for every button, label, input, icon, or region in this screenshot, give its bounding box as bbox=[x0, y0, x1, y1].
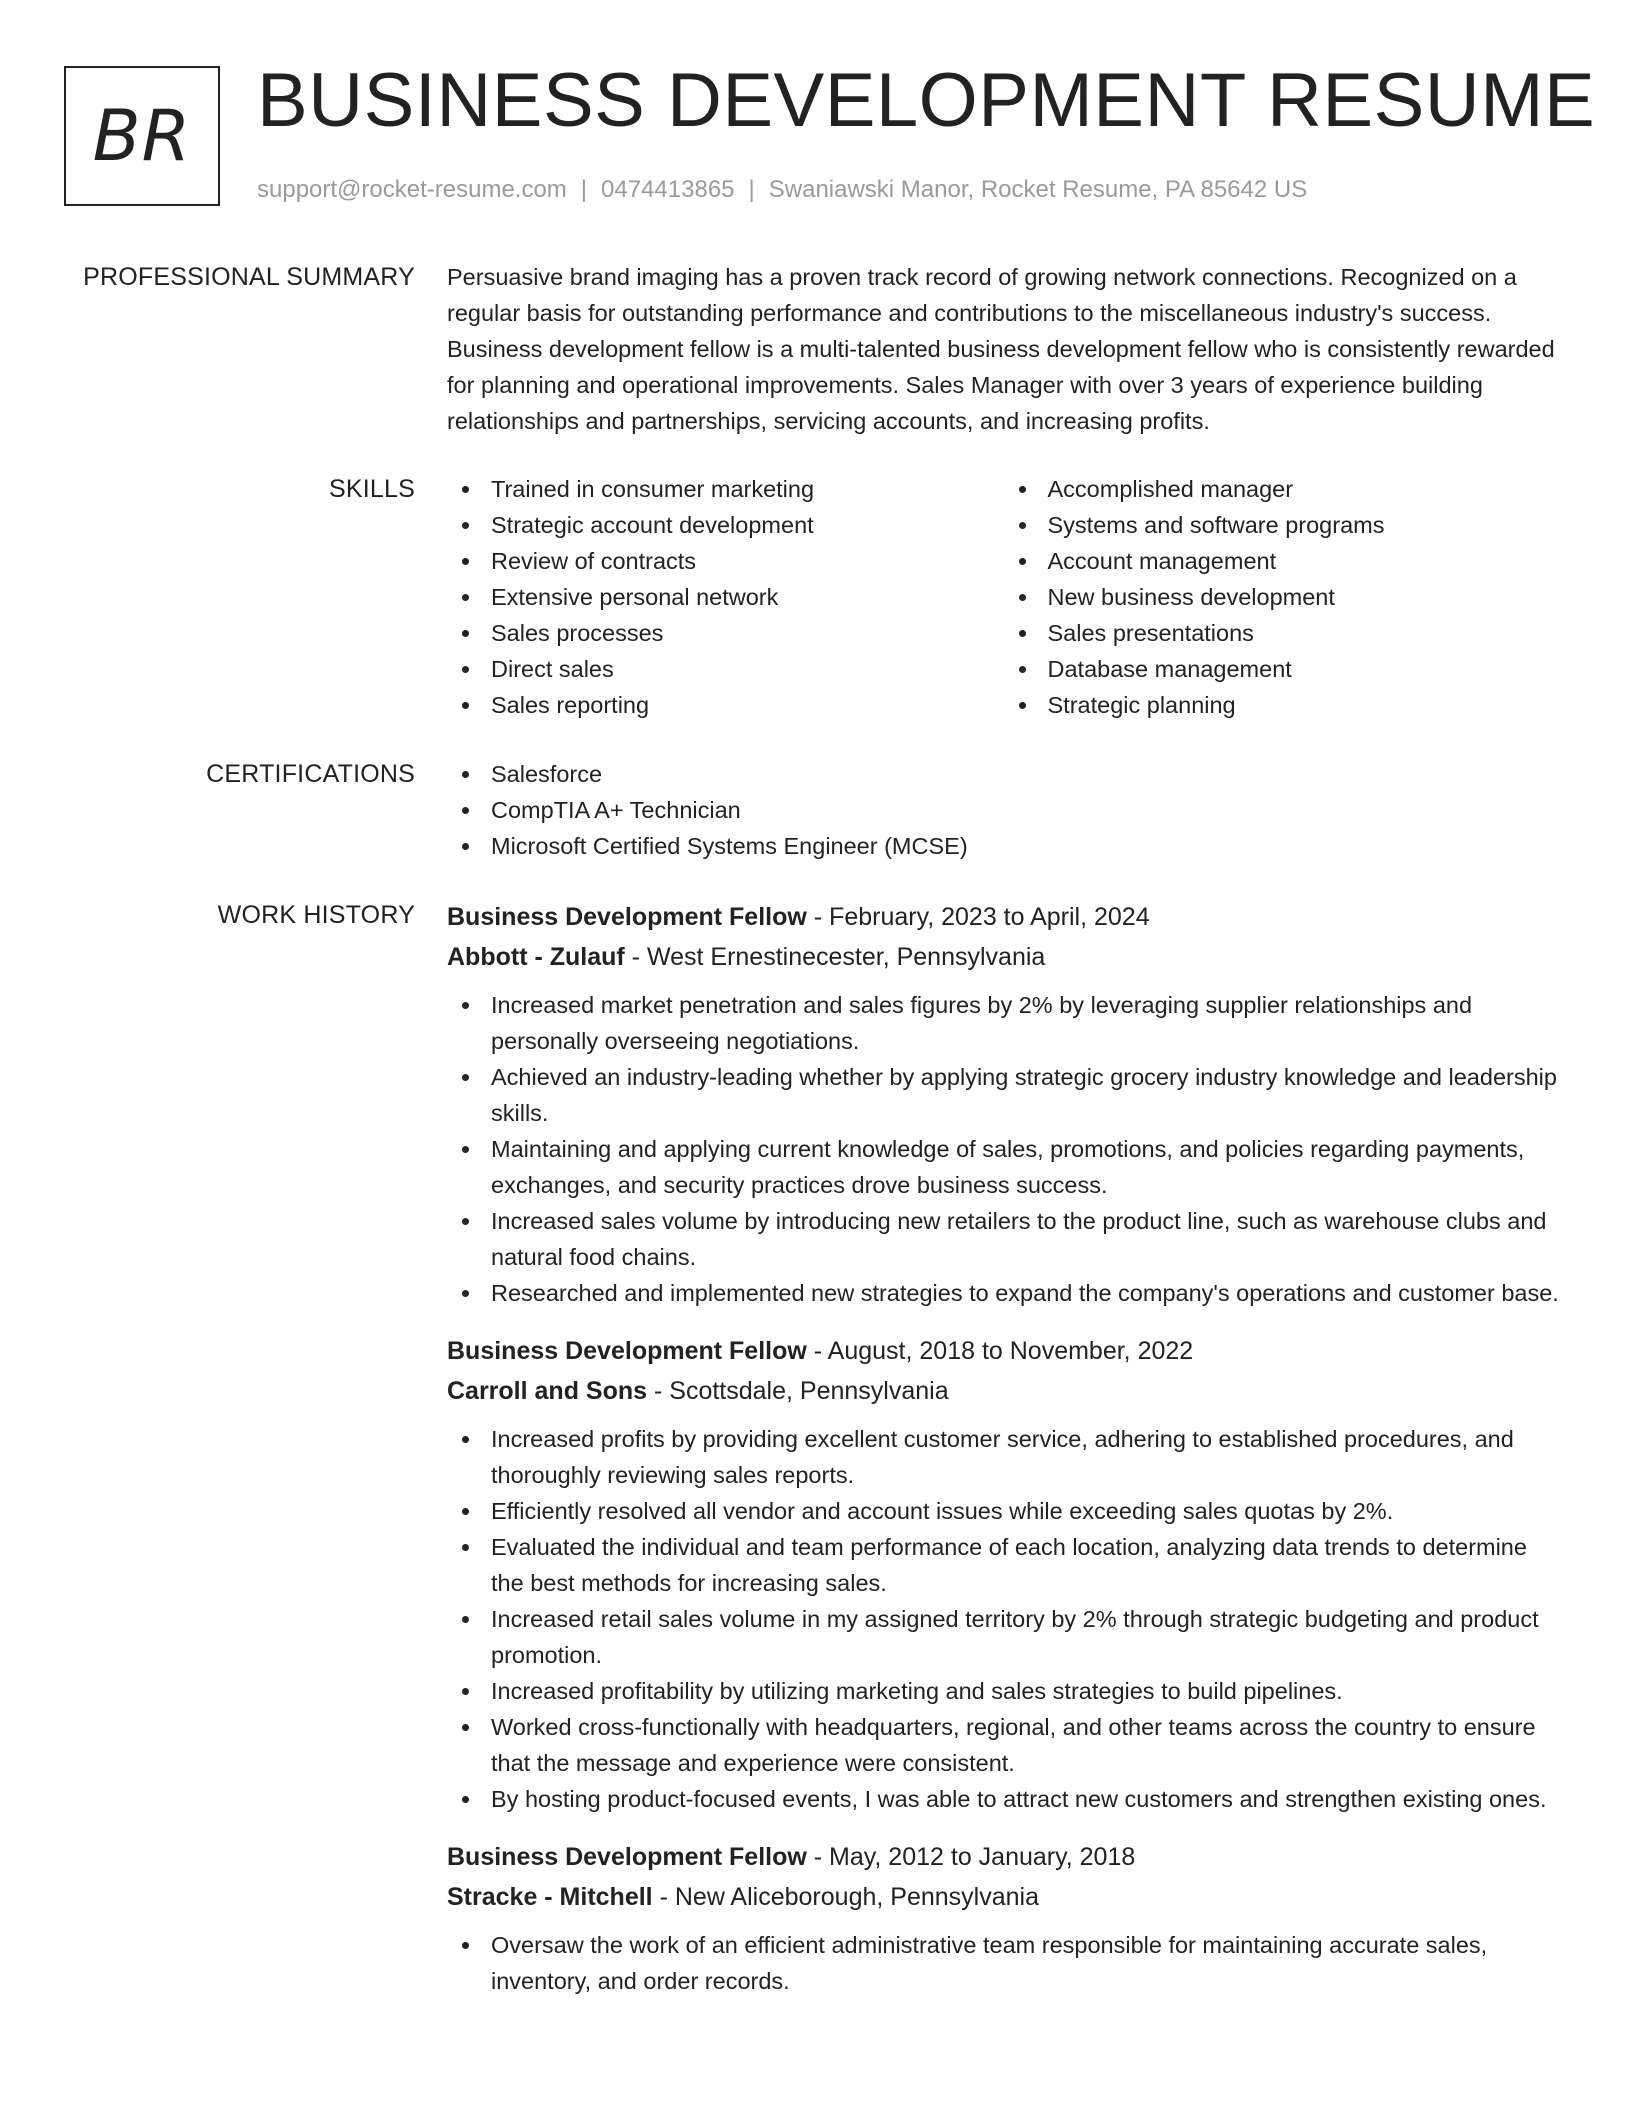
contact-line bbox=[257, 174, 1307, 206]
contact-separator: | bbox=[748, 176, 755, 203]
skill-item: Strategic planning bbox=[1048, 687, 1561, 723]
job-bullet: Oversaw the work of an efficient administrative team responsible for maintaining accurate sales, inventory, and order records. bbox=[491, 1927, 1560, 1999]
job-bullet: Increased retail sales volume in my assigned territory by 2% through strategic budgeting and product promotion. bbox=[491, 1601, 1560, 1673]
skill-item: Accomplished manager bbox=[1048, 471, 1561, 507]
summary-body bbox=[447, 259, 1560, 439]
job-title-line bbox=[447, 897, 1560, 937]
job-bullet: Achieved an industry-leading whether by applying strategic grocery industry knowledge and leadership skills. bbox=[491, 1059, 1560, 1131]
skill-item: Trained in consumer marketing bbox=[491, 471, 1004, 507]
job-company-line bbox=[447, 1371, 1560, 1411]
job-company: Carroll and Sons bbox=[447, 1377, 648, 1405]
skill-item: Review of contracts bbox=[491, 543, 1004, 579]
contact-email: support@rocket-resume.com bbox=[257, 176, 567, 203]
job-bullet: Efficiently resolved all vendor and account issues while exceeding sales quotas by 2%. bbox=[491, 1493, 1560, 1529]
job-location: - Scottsdale, Pennsylvania bbox=[647, 1377, 949, 1405]
job-title: Business Development Fellow bbox=[447, 903, 807, 931]
job-bullet: Increased profitability by utilizing marketing and sales strategies to build pipelines. bbox=[491, 1673, 1560, 1709]
skill-item: New business development bbox=[1048, 579, 1561, 615]
resume-title: BUSINESS DEVELOPMENT RESUME bbox=[257, 58, 1596, 143]
certification-item: Microsoft Certified Systems Engineer (MCSE) bbox=[491, 828, 1560, 864]
skill-item: Sales reporting bbox=[491, 687, 1004, 723]
job-location: - West Ernestinecester, Pennsylvania bbox=[624, 943, 1046, 971]
summary-label: PROFESSIONAL SUMMARY bbox=[83, 263, 415, 291]
work-history-label: WORK HISTORY bbox=[217, 901, 415, 929]
job-title-line bbox=[447, 1331, 1560, 1371]
job-bullets bbox=[447, 1421, 1560, 1817]
job-title: Business Development Fellow bbox=[447, 1337, 807, 1365]
skill-item: Direct sales bbox=[491, 651, 1004, 687]
job-bullet: Evaluated the individual and team performance of each location, analyzing data trends to determine the best methods for increasing sales. bbox=[491, 1529, 1560, 1601]
skills-label: SKILLS bbox=[329, 475, 415, 503]
skill-item: Systems and software programs bbox=[1048, 507, 1561, 543]
skill-item: Database management bbox=[1048, 651, 1561, 687]
certifications-body bbox=[447, 756, 1560, 864]
job-dates: - August, 2018 to November, 2022 bbox=[806, 1337, 1194, 1365]
contact-address: Swaniawski Manor, Rocket Resume, PA 85642 US bbox=[768, 176, 1308, 203]
skills-body bbox=[447, 471, 1560, 723]
job-bullet: Increased profits by providing excellent customer service, adhering to established procedures, and thoroughly reviewing sales reports. bbox=[491, 1421, 1560, 1493]
contact-separator: | bbox=[580, 176, 588, 203]
skill-item: Extensive personal network bbox=[491, 579, 1004, 615]
skills-list-right bbox=[1004, 471, 1561, 723]
skill-item: Sales processes bbox=[491, 615, 1004, 651]
job-bullets bbox=[447, 1927, 1560, 1999]
certification-item: Salesforce bbox=[491, 756, 1560, 792]
monogram-box bbox=[64, 66, 220, 206]
skills-list-left bbox=[447, 471, 1004, 723]
job-bullet: Increased market penetration and sales figures by 2% by leveraging supplier relationships and personally overseeing negotiations. bbox=[491, 987, 1560, 1059]
job-bullet: Increased sales volume by introducing new retailers to the product line, such as warehouse clubs and natural food chains. bbox=[491, 1203, 1560, 1275]
job-entry bbox=[447, 897, 1560, 1311]
job-bullet: Worked cross-functionally with headquarters, regional, and other teams across the country to ensure that the message and experience were consistent. bbox=[491, 1709, 1560, 1781]
summary-text: Persuasive brand imaging has a proven track record of growing network connections. Recognized on a regular basis for outstanding performance and contributions to the miscellaneous industry's success. Business development fellow is a multi-talented business development fellow who is consistently rewarded for planning and operational improvements. Sales Manager with over 3 years of experience building relationships and partnerships, servicing accounts, and increasing profits. bbox=[447, 264, 1555, 434]
contact-phone: 0474413865 bbox=[601, 176, 735, 203]
job-location: - New Aliceborough, Pennsylvania bbox=[652, 1883, 1039, 1911]
job-entry bbox=[447, 1331, 1560, 1817]
job-company-line bbox=[447, 937, 1560, 977]
job-bullet: Maintaining and applying current knowledge of sales, promotions, and policies regarding payments, exchanges, and security practices drove business success. bbox=[491, 1131, 1560, 1203]
job-dates: - May, 2012 to January, 2018 bbox=[806, 1843, 1136, 1871]
job-dates: - February, 2023 to April, 2024 bbox=[806, 903, 1150, 931]
job-company: Abbott - Zulauf bbox=[447, 943, 625, 971]
skill-item: Strategic account development bbox=[491, 507, 1004, 543]
job-bullets bbox=[447, 987, 1560, 1311]
job-entry bbox=[447, 1837, 1560, 1999]
job-company: Stracke - Mitchell bbox=[447, 1883, 653, 1911]
skill-item: Sales presentations bbox=[1048, 615, 1561, 651]
certifications-label: CERTIFICATIONS bbox=[206, 760, 415, 788]
skill-item: Account management bbox=[1048, 543, 1561, 579]
job-title-line bbox=[447, 1837, 1560, 1877]
certifications-list bbox=[447, 756, 1560, 864]
monogram-initials: BR bbox=[92, 95, 192, 177]
job-company-line bbox=[447, 1877, 1560, 1917]
job-title: Business Development Fellow bbox=[447, 1843, 807, 1871]
certification-item: CompTIA A+ Technician bbox=[491, 792, 1560, 828]
job-bullet: Researched and implemented new strategies to expand the company's operations and customer base. bbox=[491, 1275, 1560, 1311]
job-bullet: By hosting product-focused events, I was able to attract new customers and strengthen existing ones. bbox=[491, 1781, 1560, 1817]
work-history-body bbox=[447, 897, 1560, 1999]
